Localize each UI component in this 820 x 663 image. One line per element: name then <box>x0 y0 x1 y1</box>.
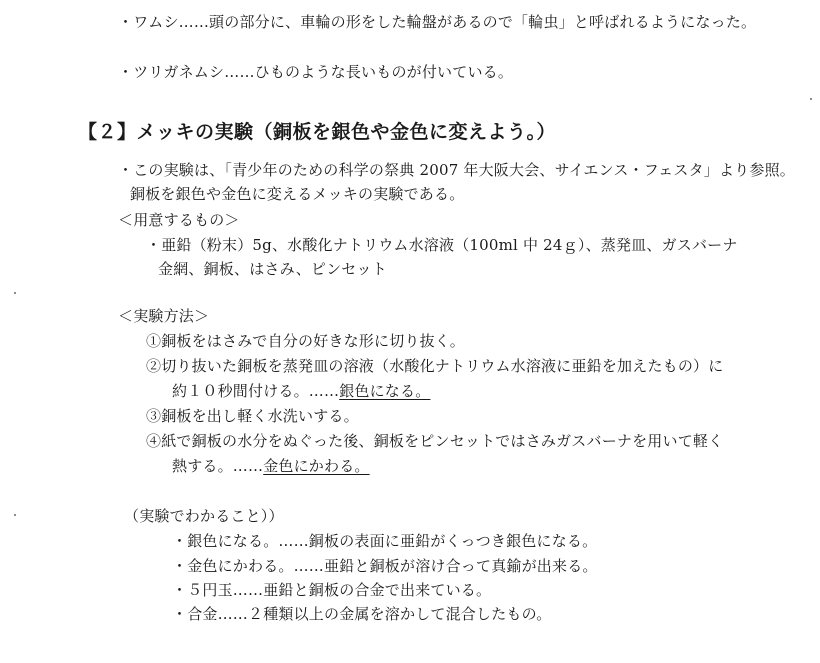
method-step-4-line-1: ④紙で銅板の水分をぬぐった後、銅板をピンセットではさみガスバーナを用いて軽く <box>146 432 724 450</box>
scan-speck <box>14 514 16 516</box>
method-step-1: ①銅板をはさみで自分の好きな形に切り抜く。 <box>146 332 465 350</box>
step-4-text: 熱する。…… <box>172 457 264 475</box>
method-label: ＜実験方法＞ <box>118 307 210 325</box>
intro-line-2: 銅板を銀色や金色に変えるメッキの実験である。 <box>130 185 465 203</box>
finding-item: ・金色にかわる。……亜鉛と銅板が溶け合って真鍮が出来る。 <box>172 557 598 575</box>
method-step-2-line-1: ②切り抜いた銅板を蒸発皿の溶液（水酸化ナトリウム水溶液に亜鉛を加えたもの）に <box>146 357 724 375</box>
wamushi-item: ・ワムシ……頭の部分に、車輪の形をした輪盤があるので「輪虫」と呼ばれるようになった。 <box>118 13 757 31</box>
intro-line-1: ・この実験は、「青少年のための科学の祭典 2007 年大阪大会、サイエンス・フェスタ」より参照。 <box>118 161 795 179</box>
method-step-4-line-2 <box>172 456 370 476</box>
materials-line-1: ・亜鉛（粉末）5g、水酸化ナトリウム水溶液（100ml 中 24ｇ）、蒸発皿、ガスバーナ <box>146 236 738 254</box>
gold-result: 金色にかわる。 <box>263 457 370 475</box>
materials-line-2: 金網、銅板、はさみ、ピンセット <box>158 260 387 278</box>
findings-label: （実験でわかること）） <box>124 507 284 525</box>
step-2-text: 約１０秒間付ける。…… <box>172 382 340 400</box>
finding-item: ・５円玉……亜鉛と銅板の合金で出来ている。 <box>172 581 492 599</box>
scan-speck <box>810 98 812 100</box>
materials-label: ＜用意するもの＞ <box>118 211 240 229</box>
finding-item: ・銀色になる。……銅板の表面に亜鉛がくっつき銀色になる。 <box>172 532 598 550</box>
finding-item: ・合金……２種類以上の金属を溶かして混合したもの。 <box>172 605 552 623</box>
method-step-2-line-2 <box>172 381 430 401</box>
method-step-3: ③銅板を出し軽く水洗いする。 <box>146 407 359 425</box>
scan-speck <box>14 292 16 294</box>
tsuriganemushi-item: ・ツリガネムシ……ひものような長いものが付いている。 <box>118 63 514 81</box>
section-heading: 【２】メッキの実験（銅板を銀色や金色に変えよう。） <box>78 121 557 143</box>
silver-result: 銀色になる。 <box>339 382 431 400</box>
